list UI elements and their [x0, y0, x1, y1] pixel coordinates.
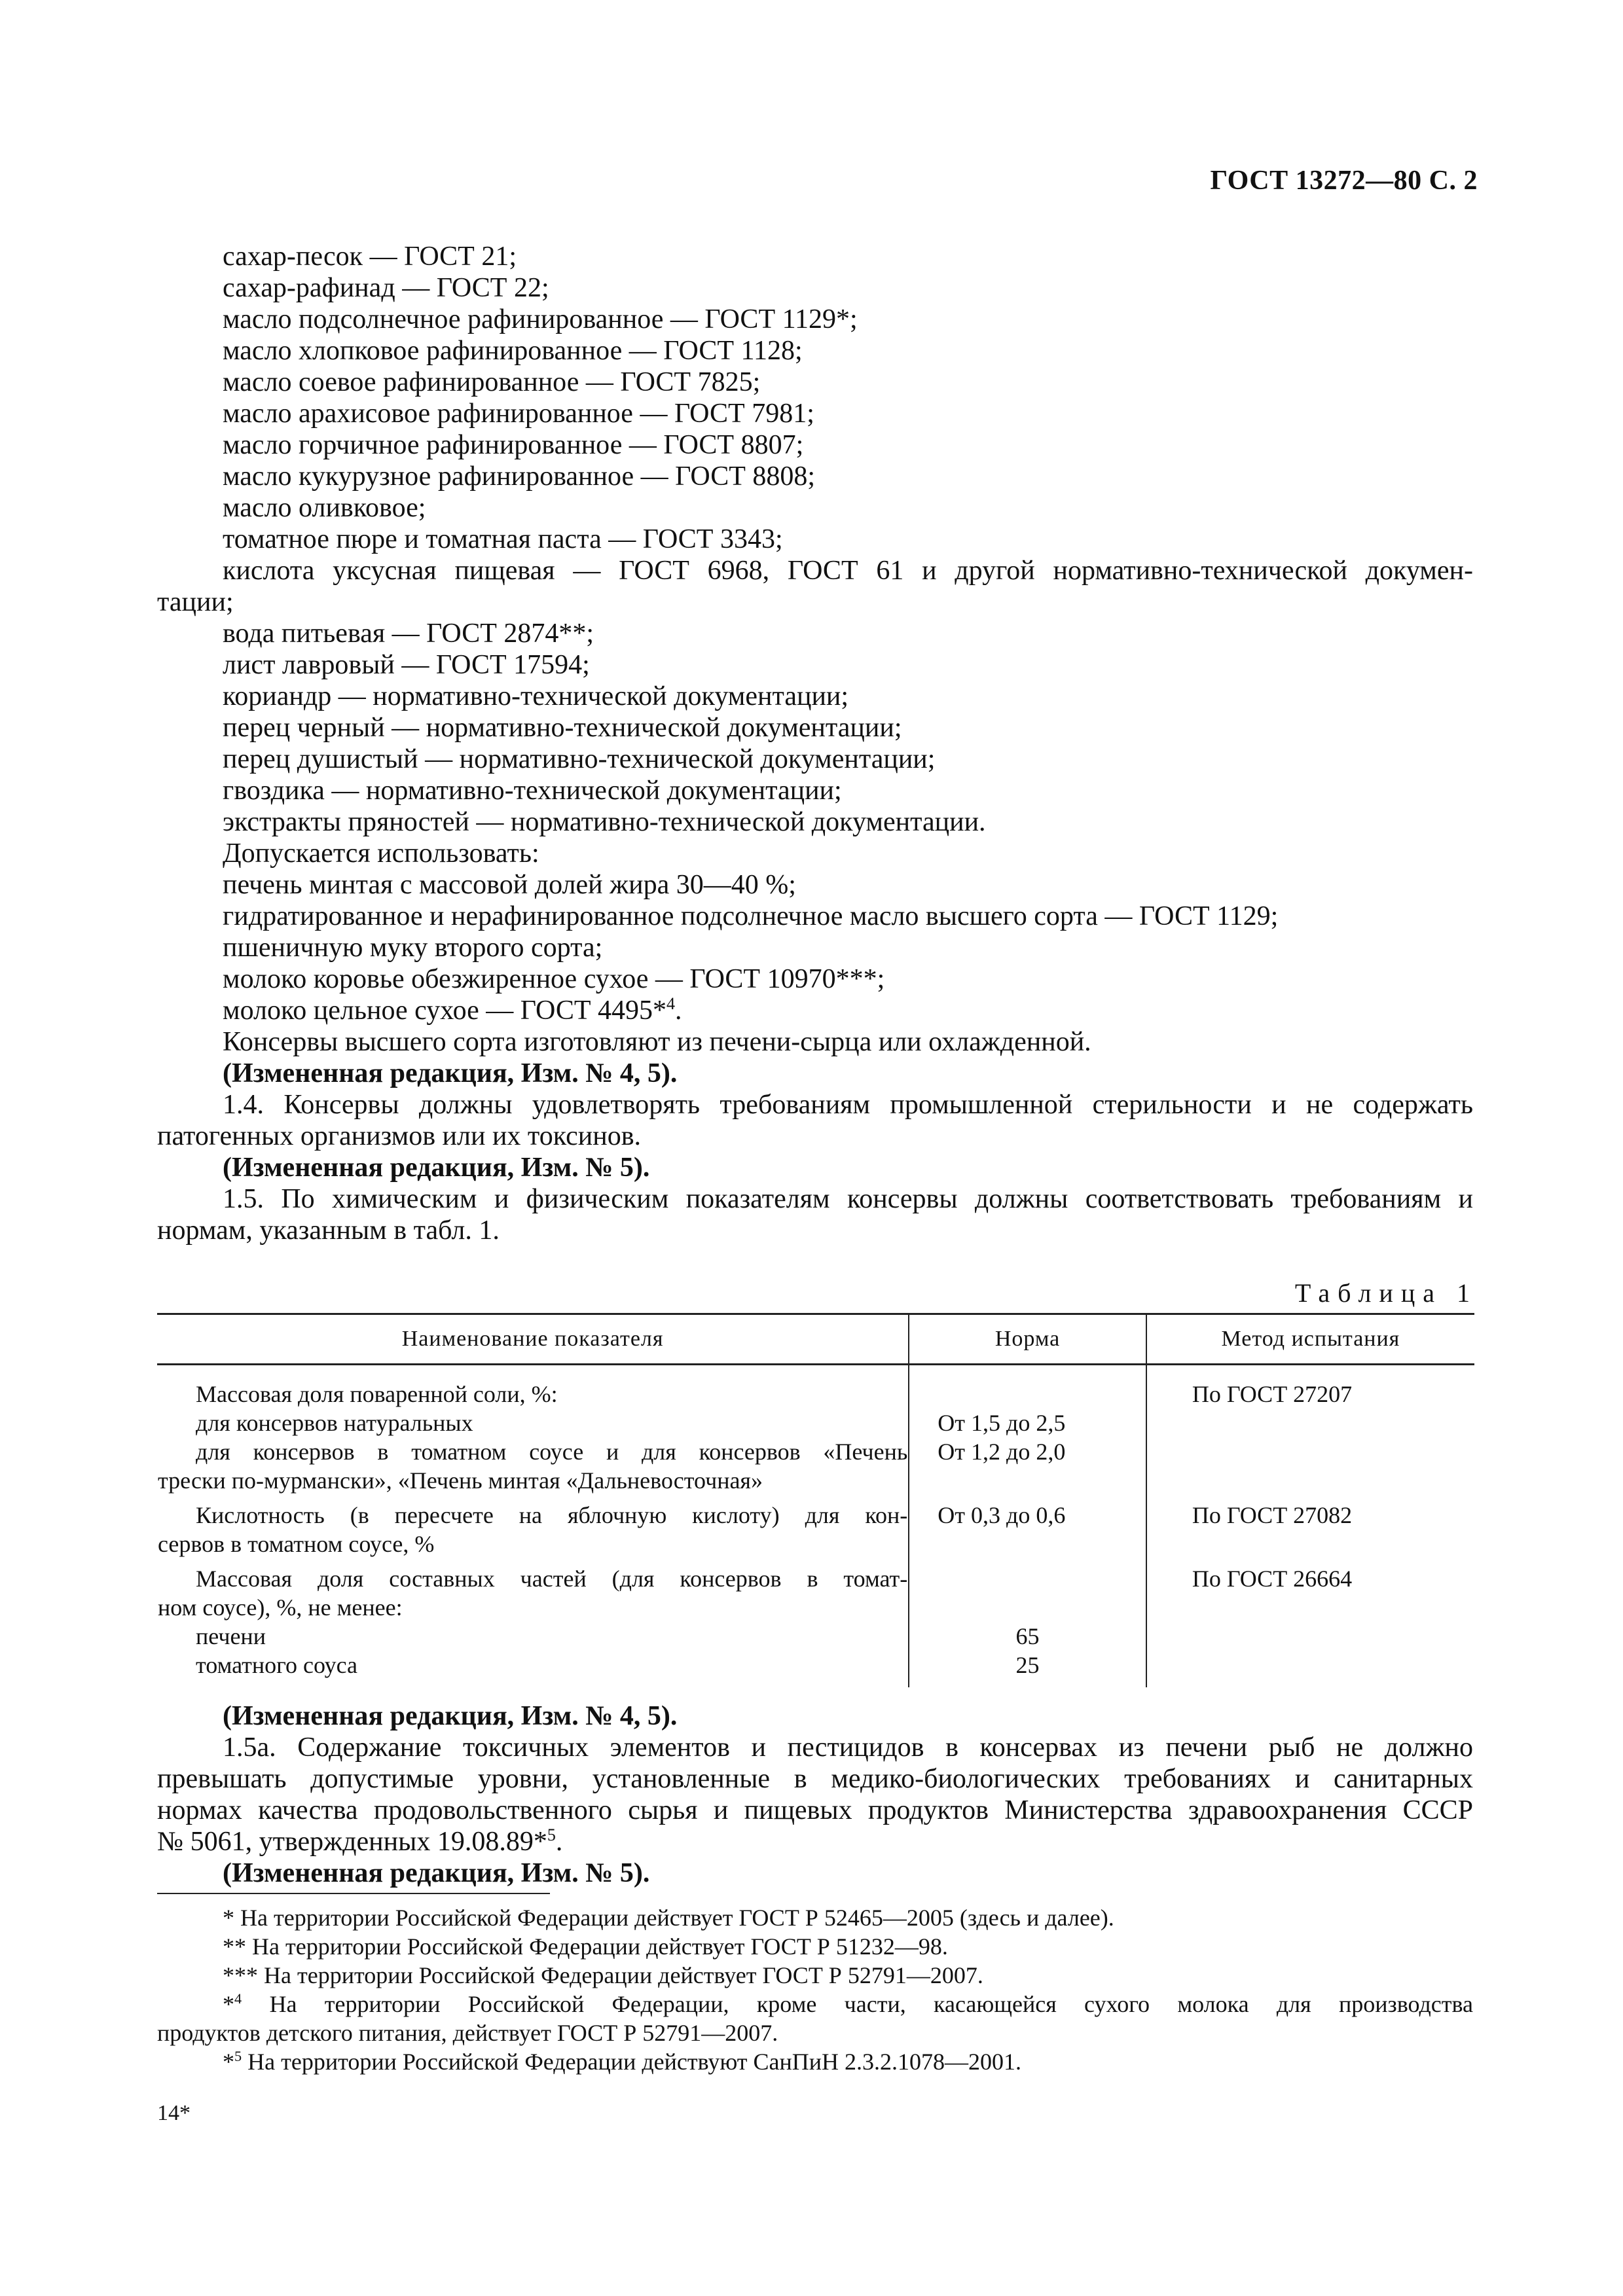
norm-cell — [909, 1496, 1146, 1559]
period: . — [675, 996, 682, 1026]
cell-line: От 1,2 до 2,0 — [938, 1439, 1066, 1465]
cell-line: для консервов натуральных — [196, 1410, 473, 1436]
body-line: масло хлопковое рафинированное — ГОСТ 1128; — [223, 336, 803, 366]
body-line: Консервы высшего сорта изготовляют из печени-сырца или охлажденной. — [223, 1027, 1091, 1057]
body-line: масло подсолнечное рафинированное — ГОСТ 1129*; — [223, 304, 858, 334]
cell-line: трески по-мурмански», «Печень минтая «Дальневосточная» — [158, 1467, 763, 1494]
body-text — [157, 241, 1473, 1246]
footnotes — [157, 1903, 1473, 2076]
body-line: пшеничную муку второго сорта; — [223, 933, 603, 963]
cell-line: для консервов в томатном соусе и для консервов «Печень — [196, 1439, 908, 1465]
body-line-with-superscript — [157, 1826, 1473, 1857]
body-line: молоко коровье обезжиренное сухое — ГОСТ 10970***; — [223, 964, 885, 994]
cell-line: От 1,5 до 2,5 — [938, 1410, 1066, 1436]
indicator-cell — [157, 1365, 909, 1496]
table-row — [157, 1559, 1474, 1687]
footnote-divider — [157, 1893, 550, 1894]
method-cell — [1146, 1496, 1474, 1559]
column-header-norm: Норма — [909, 1314, 1146, 1365]
footnote-ref: 5 — [547, 1825, 556, 1844]
footnote-text: На территории Российской Федерации действуют СанПиН 2.3.2.1078—2001. — [242, 2049, 1022, 2075]
cell-line: томатного соуса — [196, 1652, 358, 1678]
body-line: перец душистый — нормативно-технической документации; — [223, 744, 936, 774]
footnote-continuation: продуктов детского питания, действует ГОСТ Р 52791—2007. — [157, 2020, 778, 2046]
cell-line: ном соусе), %, не менее: — [158, 1594, 403, 1621]
footnote-number: 4 — [234, 1990, 242, 2007]
method-cell — [1146, 1559, 1474, 1687]
method-cell — [1146, 1365, 1474, 1496]
body-line: томатное пюре и томатная паста — ГОСТ 3343; — [223, 524, 783, 554]
norm-cell — [909, 1365, 1146, 1496]
column-header-method: Метод испытания — [1146, 1314, 1474, 1365]
body-line: Допускается использовать: — [223, 838, 539, 869]
body-line: 1.5а. Содержание токсичных элементов и пестицидов в консервах из печени рыб не должно — [223, 1732, 1473, 1763]
body-line: 1.5. По химическим и физическим показателям консервы должны соответствовать требованиям и — [223, 1184, 1473, 1214]
footnote-mark: * — [223, 1991, 234, 2017]
body-line: сахар-рафинад — ГОСТ 22; — [223, 273, 549, 303]
cell-line: 65 — [1015, 1623, 1040, 1649]
body-line: вода питьевая — ГОСТ 2874**; — [223, 619, 594, 649]
body-line-text: № 5061, утвержденных 19.08.89* — [157, 1827, 547, 1857]
body-line: гидратированное и нерафинированное подсолнечное масло высшего сорта — ГОСТ 1129; — [223, 901, 1279, 931]
page-header: ГОСТ 13272—80 С. 2 — [1210, 166, 1478, 196]
cell-line: Кислотность (в пересчете на яблочную кислоту) для кон- — [196, 1502, 908, 1528]
cell-line — [910, 1380, 1145, 1408]
footnote: *** На территории Российской Федерации действует ГОСТ Р 52791—2007. — [223, 1962, 983, 1988]
body-line: масло соевое рафинированное — ГОСТ 7825; — [223, 367, 761, 397]
body-line: тации; — [157, 587, 234, 617]
cell-line — [910, 1593, 1145, 1622]
body-line: лист лавровый — ГОСТ 17594; — [223, 650, 590, 680]
amendment-note: (Измененная редакция, Изм. № 4, 5). — [223, 1058, 678, 1088]
body-line: экстракты пряностей — нормативно-технической документации. — [223, 807, 986, 837]
table-header-row — [157, 1314, 1474, 1365]
body-line: печень минтая с массовой долей жира 30—40 %; — [223, 870, 796, 900]
body-line-text: молоко цельное сухое — ГОСТ 4495* — [223, 996, 667, 1026]
page-number: 14* — [157, 2101, 191, 2125]
column-header-indicator: Наименование показателя — [157, 1314, 909, 1365]
cell-line: По ГОСТ 26664 — [1192, 1566, 1353, 1592]
indicator-cell — [157, 1496, 909, 1559]
body-line: нормах качества продовольственного сырья и пищевых продуктов Министерства здравоохранения СССР — [157, 1795, 1473, 1825]
body-line: превышать допустимые уровни, установленные в медико-биологических требованиях и санитарных — [157, 1764, 1473, 1794]
cell-line: Массовая доля составных частей (для консервов в томат- — [196, 1566, 908, 1592]
cell-line: По ГОСТ 27082 — [1192, 1502, 1353, 1528]
body-line: гвоздика — нормативно-технической документации; — [223, 776, 842, 806]
footnote-ref: 4 — [666, 994, 676, 1013]
amendment-note: (Измененная редакция, Изм. № 4, 5). — [223, 1701, 678, 1731]
cell-line: Массовая доля поваренной соли, %: — [196, 1381, 558, 1407]
footnote — [157, 2047, 1473, 2076]
footnote: ** На территории Российской Федерации действует ГОСТ Р 51232—98. — [223, 1933, 948, 1960]
body-line: сахар-песок — ГОСТ 21; — [223, 242, 517, 272]
body-line-with-superscript — [157, 995, 1473, 1026]
period: . — [555, 1827, 563, 1857]
post-table-text — [157, 1700, 1473, 1889]
amendment-note: (Измененная редакция, Изм. № 5). — [223, 1858, 650, 1888]
body-line: патогенных организмов или их токсинов. — [157, 1121, 642, 1151]
footnote-mark: * — [223, 2049, 234, 2075]
table-row — [157, 1496, 1474, 1559]
footnote-number: 5 — [234, 2048, 242, 2064]
body-line: нормам, указанным в табл. 1. — [157, 1215, 500, 1246]
table-row — [157, 1365, 1474, 1496]
body-line: масло кукурузное рафинированное — ГОСТ 8808; — [223, 461, 816, 492]
body-line: перец черный — нормативно-технической документации; — [223, 713, 902, 743]
body-line: кориандр — нормативно-технической документации; — [223, 681, 849, 711]
footnote-text: На территории Российской Федерации, кроме части, касающейся сухого молока для производства — [242, 1991, 1473, 2017]
table-caption: Таблица 1 — [1294, 1278, 1478, 1308]
body-line: кислота уксусная пищевая — ГОСТ 6968, ГОСТ 61 и другой нормативно-технической докумен- — [223, 556, 1473, 586]
amendment-note: (Измененная редакция, Изм. № 5). — [223, 1153, 650, 1183]
cell-line: 25 — [1015, 1652, 1040, 1678]
cell-line: печени — [196, 1623, 266, 1649]
indicators-table — [157, 1313, 1474, 1687]
body-line: масло оливковое; — [223, 493, 426, 523]
footnote — [157, 1990, 1473, 2018]
footnote: * На территории Российской Федерации действует ГОСТ Р 52465—2005 (здесь и далее). — [223, 1905, 1114, 1931]
indicator-cell — [157, 1559, 909, 1687]
body-line: 1.4. Консервы должны удовлетворять требованиям промышленной стерильности и не содержать — [223, 1090, 1473, 1120]
norm-cell — [909, 1559, 1146, 1687]
cell-line: От 0,3 до 0,6 — [938, 1502, 1066, 1528]
cell-line: По ГОСТ 27207 — [1192, 1381, 1353, 1407]
cell-line — [910, 1564, 1145, 1593]
cell-line: сервов в томатном соусе, % — [158, 1531, 435, 1557]
body-line: масло арахисовое рафинированное — ГОСТ 7981; — [223, 399, 814, 429]
body-line: масло горчичное рафинированное — ГОСТ 8807; — [223, 430, 804, 460]
